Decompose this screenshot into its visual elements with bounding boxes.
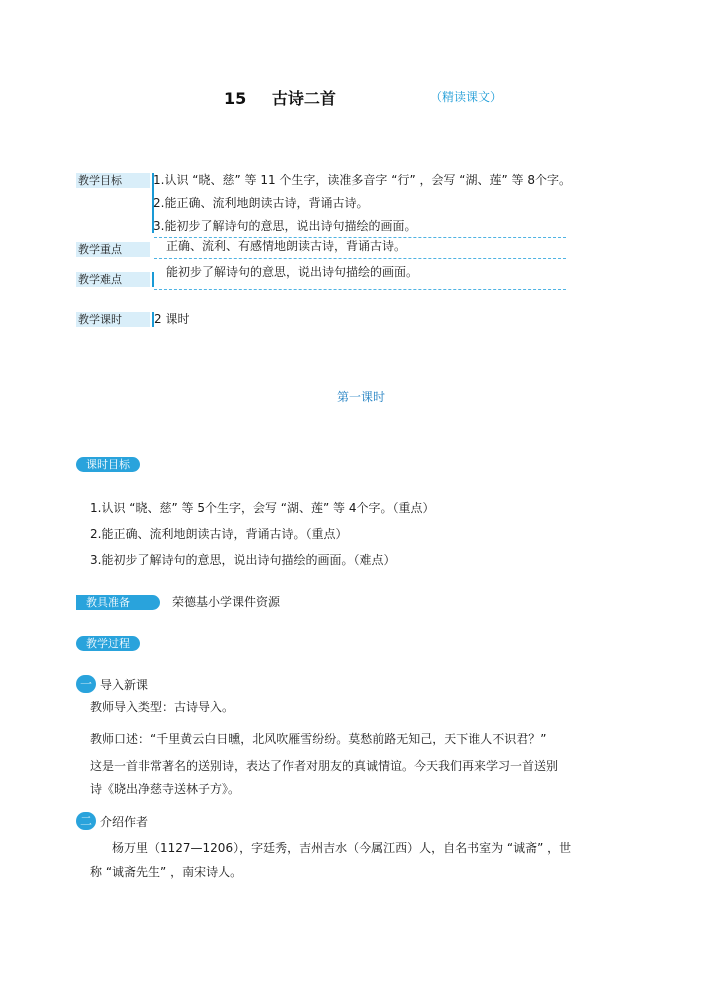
- difficulty-text: 能初步了解诗句的意思，说出诗句描绘的画面。: [166, 265, 419, 279]
- paragraph-line: 杨万里（1127—1206），字廷秀，吉州吉水（今属江西）人，自名书室为 “诚斋” ，世: [112, 841, 572, 855]
- section-title: 导入新课: [100, 678, 149, 692]
- tools-text: 荣德基小学课件资源: [172, 595, 281, 609]
- goal-item: 1.认识 “晓、慈” 等 11 个生字，读准多音字 “行” ，会写 “湖、莲” 等 8个字。: [153, 173, 571, 187]
- hours-text: 2 课时: [154, 312, 190, 326]
- objective-item: 2.能正确、流利地朗读古诗，背诵古诗。（重点）: [90, 527, 348, 541]
- tools-label: 教具准备: [76, 595, 160, 610]
- lesson-type: （精读课文）: [430, 90, 503, 104]
- section-title: 介绍作者: [100, 815, 149, 829]
- hours-label: 教学课时: [76, 312, 150, 327]
- period-title: 第一课时: [336, 390, 385, 404]
- difficulty-divider: [152, 272, 154, 287]
- difficulty-label: 教学难点: [76, 272, 150, 287]
- goals-label: 教学目标: [76, 173, 150, 188]
- table-rule: [154, 289, 566, 290]
- goal-item: 2.能正确、流利地朗读古诗，背诵古诗。: [153, 196, 369, 210]
- paragraph-line: 称 “诚斋先生” ，南宋诗人。: [90, 865, 243, 879]
- section-badge: 一: [76, 675, 96, 693]
- table-rule: [154, 258, 566, 259]
- section-badge: 二: [76, 812, 96, 830]
- objective-item: 1.认识 “晓、慈” 等 5个生字，会写 “湖、莲” 等 4个字。（重点）: [90, 501, 435, 515]
- paragraph-line: 教师口述：“千里黄云白日曛，北风吹雁雪纷纷。莫愁前路无知己，天下谁人不识君？”: [90, 732, 547, 746]
- key-points-label: 教学重点: [76, 242, 150, 257]
- lesson-title: 古诗二首: [271, 89, 336, 108]
- objectives-label: 课时目标: [76, 457, 140, 472]
- key-points-text: 正确、流利、有感情地朗读古诗，背诵古诗。: [166, 239, 407, 253]
- paragraph-line: 教师导入类型：古诗导入。: [90, 700, 235, 714]
- objective-item: 3.能初步了解诗句的意思，说出诗句描绘的画面。（难点）: [90, 553, 396, 567]
- goal-item: 3.能初步了解诗句的意思，说出诗句描绘的画面。: [153, 219, 417, 233]
- page-title: [224, 86, 336, 109]
- lesson-number: 15: [224, 89, 247, 108]
- paragraph-line: 诗《晓出净慈寺送林子方》。: [90, 782, 241, 796]
- process-label: 教学过程: [76, 636, 140, 651]
- paragraph-line: 这是一首非常著名的送别诗，表达了作者对朋友的真诚情谊。今天我们再来学习一首送别: [90, 759, 559, 773]
